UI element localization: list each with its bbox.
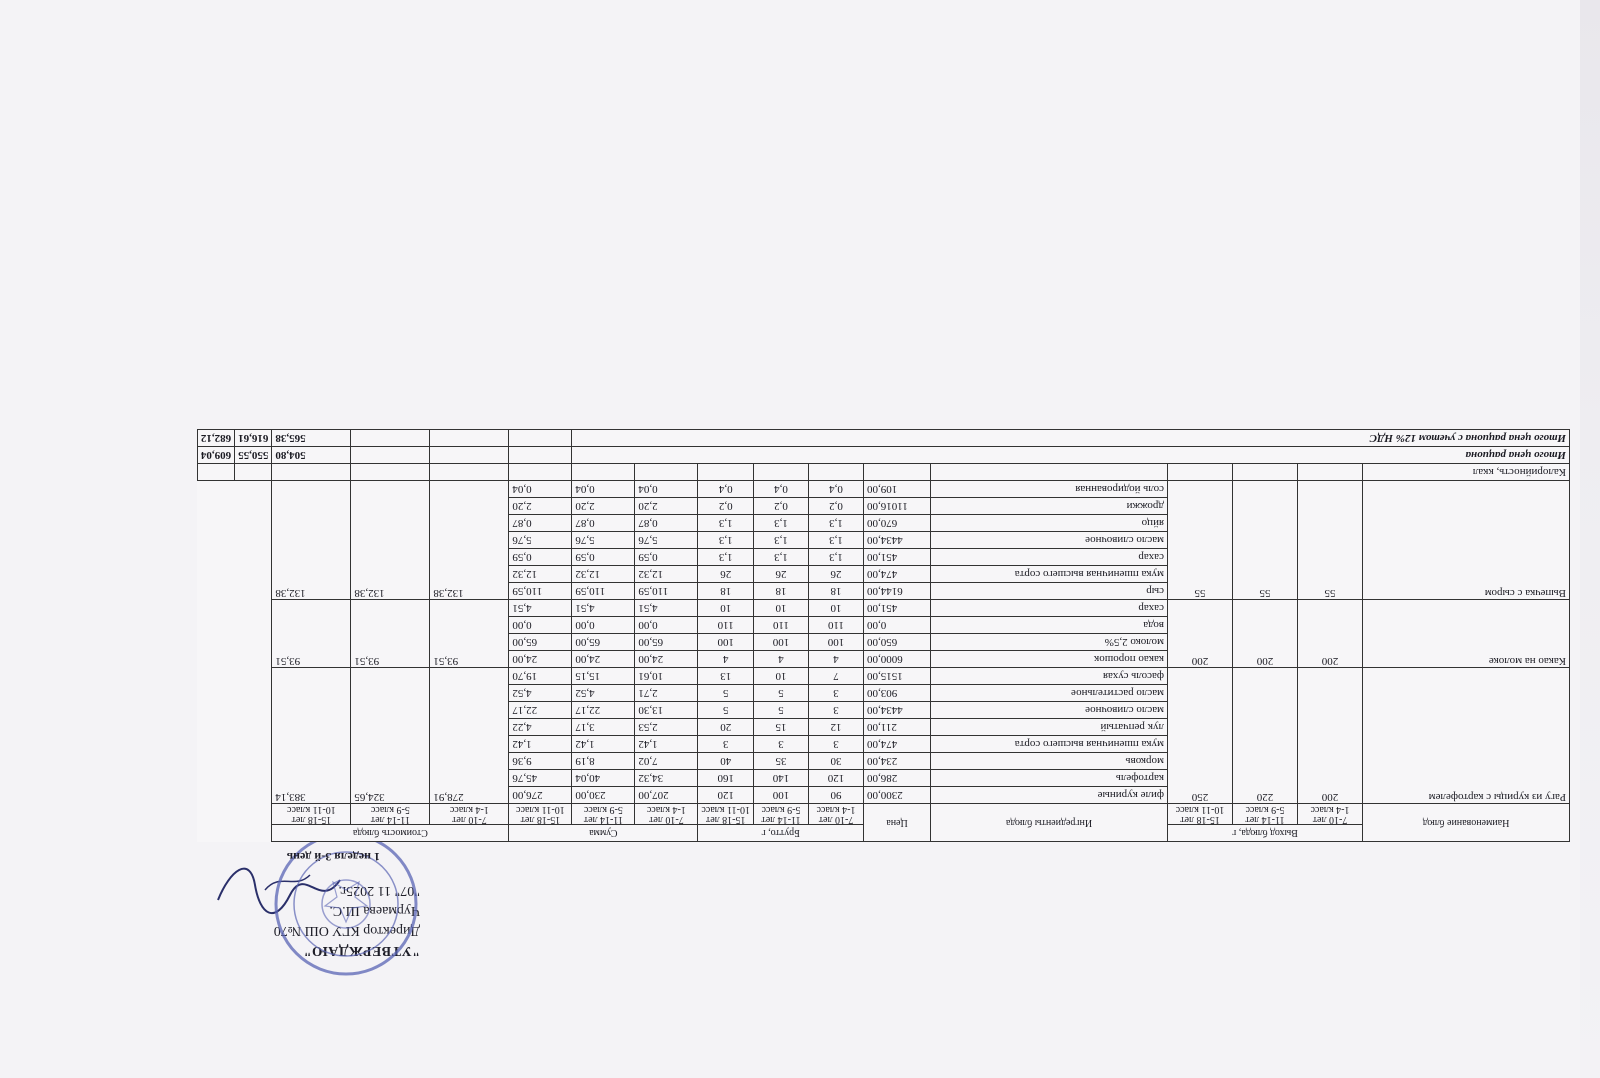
group-age: 7-10 лет [1312, 814, 1348, 825]
empty-cell [1233, 464, 1298, 481]
ingredient-name: фасоль сухая [931, 668, 1168, 685]
group-age: 7-10 лет [452, 814, 487, 825]
gross-weight: 110 [754, 617, 809, 634]
col-sum-header: Сумма [509, 825, 698, 842]
group-age: 11-14 лет [1245, 814, 1285, 825]
dish-output: 55 [1233, 481, 1298, 600]
group-class: 10-11 класс [287, 804, 336, 815]
gross-weight: 10 [754, 600, 809, 617]
gross-weight: 30 [809, 753, 864, 770]
week-day-label: 1 неделя 3-й день [286, 850, 380, 864]
gross-weight: 3 [698, 736, 754, 753]
col-cost-header: Стоимость блюда [272, 825, 509, 842]
gross-weight: 4 [754, 651, 809, 668]
total-label: Итого цена рациона [572, 447, 1570, 464]
ingredient-price: 474,00 [864, 736, 931, 753]
gross-weight: 20 [698, 719, 754, 736]
gross-weight: 15 [754, 719, 809, 736]
gross-group-header [809, 804, 864, 825]
empty-cell [509, 430, 572, 447]
empty-cell [635, 464, 698, 481]
dish-cost: 132,38 [351, 481, 430, 600]
sum-group-header [509, 804, 572, 825]
dish-output: 200 [1168, 600, 1233, 668]
ingredient-sum: 207,00 [635, 787, 698, 804]
group-class: 5-9 класс [370, 804, 410, 815]
ingredient-name: сахар [931, 600, 1168, 617]
gross-weight: 18 [698, 583, 754, 600]
ingredient-sum: 2,20 [635, 498, 698, 515]
empty-cell [809, 464, 864, 481]
gross-group-header [754, 804, 809, 825]
ingredient-sum: 2,53 [635, 719, 698, 736]
col-price-header: Цена [864, 804, 931, 842]
empty-cell [698, 464, 754, 481]
empty-cell [351, 430, 430, 447]
ingredient-sum: 0,87 [635, 515, 698, 532]
dish-output: 220 [1233, 668, 1298, 804]
dish-cost: 278,91 [430, 668, 509, 804]
empty-cell [235, 464, 272, 481]
ingredient-price: 670,00 [864, 515, 931, 532]
ingredient-sum: 110,59 [572, 583, 635, 600]
ingredient-sum: 0,59 [572, 549, 635, 566]
ingredient-price: 6144,00 [864, 583, 931, 600]
calories-label: Калорийность, ккал [1363, 464, 1570, 481]
ingredient-sum: 40,04 [572, 770, 635, 787]
ingredient-price: 451,00 [864, 600, 931, 617]
sum-group-header [635, 804, 698, 825]
ingredient-sum: 2,71 [635, 685, 698, 702]
ingredient-sum: 2,20 [509, 498, 572, 515]
total-row [197, 430, 1569, 447]
empty-cell [351, 447, 430, 464]
gross-weight: 3 [754, 736, 809, 753]
calories-row [197, 464, 1569, 481]
gross-weight: 0,2 [754, 498, 809, 515]
gross-weight: 160 [698, 770, 754, 787]
empty-cell [572, 464, 635, 481]
empty-cell [430, 464, 509, 481]
total-value: 616,61 [235, 430, 272, 447]
cost-group-header [351, 804, 430, 825]
output-group-header [1168, 804, 1233, 825]
dish-cost: 93,51 [430, 600, 509, 668]
ingredient-name: дрожжи [931, 498, 1168, 515]
ingredient-name: масло сливочное [931, 702, 1168, 719]
gross-weight: 1,3 [698, 515, 754, 532]
gross-weight: 10 [754, 668, 809, 685]
ingredient-sum: 0,87 [509, 515, 572, 532]
ingredient-sum: 12,32 [572, 566, 635, 583]
ingredient-name: лук репчатый [931, 719, 1168, 736]
total-value: 682,12 [197, 430, 234, 447]
ingredient-sum: 34,32 [635, 770, 698, 787]
ingredient-sum: 24,00 [635, 651, 698, 668]
ingredient-name: мука пшеничная высшего сорта [931, 736, 1168, 753]
ingredient-sum: 4,22 [509, 719, 572, 736]
gross-weight: 1,3 [809, 532, 864, 549]
empty-cell [430, 447, 509, 464]
dish-output: 200 [1298, 668, 1363, 804]
ingredient-price: 4434,00 [864, 532, 931, 549]
gross-weight: 120 [809, 770, 864, 787]
ingredient-name: масло сливочное [931, 532, 1168, 549]
ingredient-name: картофель [931, 770, 1168, 787]
empty-cell [754, 464, 809, 481]
group-class: 10-11 класс [1175, 804, 1225, 815]
ingredient-sum: 65,00 [635, 634, 698, 651]
sum-group-header [572, 804, 635, 825]
group-class: 5-9 класс [583, 804, 623, 815]
gross-weight: 1,3 [698, 549, 754, 566]
ingredient-price: 0,00 [864, 617, 931, 634]
empty-cell [430, 430, 509, 447]
ingredient-sum: 0,87 [572, 515, 635, 532]
ingredient-sum: 0,04 [635, 481, 698, 498]
gross-weight: 4 [809, 651, 864, 668]
ingredient-sum: 3,17 [572, 719, 635, 736]
ingredient-sum: 1,42 [572, 736, 635, 753]
gross-weight: 35 [754, 753, 809, 770]
ingredient-sum: 1,42 [509, 736, 572, 753]
ingredient-sum: 4,51 [635, 600, 698, 617]
dish-cost: 93,51 [272, 600, 351, 668]
dish-name: Рагу из курицы с картофелем [1363, 668, 1570, 804]
gross-weight: 1,3 [809, 515, 864, 532]
group-age: 11-14 лет [370, 814, 411, 825]
ingredient-name: мука пшеничная высшего сорта [931, 566, 1168, 583]
gross-weight: 0,4 [809, 481, 864, 498]
dish-output: 200 [1233, 600, 1298, 668]
gross-weight: 7 [809, 668, 864, 685]
approval-date: "07" 11 2025г. [338, 883, 420, 898]
gross-weight: 100 [754, 634, 809, 651]
dish-cost: 132,38 [430, 481, 509, 600]
dish-cost: 383,14 [272, 668, 351, 804]
total-label: Итого цена рациона с учетом 12% НДС [572, 430, 1570, 447]
total-value: 565,38 [272, 430, 351, 447]
ingredient-sum: 4,52 [509, 685, 572, 702]
ingredient-sum: 24,00 [509, 651, 572, 668]
ingredient-name: вода [931, 617, 1168, 634]
gross-weight: 100 [754, 787, 809, 804]
ingredient-sum: 13,30 [635, 702, 698, 719]
ingredient-price: 650,00 [864, 634, 931, 651]
ingredient-sum: 12,32 [635, 566, 698, 583]
empty-cell [1298, 464, 1363, 481]
dish-name: Какао на молоке [1363, 600, 1570, 668]
ingredient-price: 474,00 [864, 566, 931, 583]
ingredient-price: 1515,00 [864, 668, 931, 685]
ingredient-sum: 0,59 [635, 549, 698, 566]
gross-weight: 90 [809, 787, 864, 804]
ingredient-price: 451,00 [864, 549, 931, 566]
gross-weight: 110 [698, 617, 754, 634]
ingredient-sum: 7,02 [635, 753, 698, 770]
empty-cell [864, 464, 931, 481]
gross-weight: 100 [809, 634, 864, 651]
approval-role: Директор КГУ ОШ №70 [273, 923, 420, 938]
ingredient-name: сыр [931, 583, 1168, 600]
dish-output: 55 [1168, 481, 1233, 600]
ingredient-name: филе куриные [931, 787, 1168, 804]
ingredient-sum: 4,52 [572, 685, 635, 702]
total-value: 504,80 [272, 447, 351, 464]
cost-group-header [430, 804, 509, 825]
empty-cell [351, 464, 430, 481]
ingredient-name: сахар [931, 549, 1168, 566]
table-row [197, 583, 1569, 600]
table-row [197, 787, 1569, 804]
ingredient-price: 903,00 [864, 685, 931, 702]
gross-weight: 18 [809, 583, 864, 600]
group-class: 5-9 класс [761, 804, 801, 815]
group-age: 7-10 лет [818, 814, 854, 825]
gross-weight: 1,3 [698, 532, 754, 549]
gross-weight: 26 [809, 566, 864, 583]
ingredient-sum: 15,15 [572, 668, 635, 685]
gross-weight: 100 [698, 634, 754, 651]
empty-cell [931, 464, 1168, 481]
dish-cost: 93,51 [351, 600, 430, 668]
dish-cost: 324,65 [351, 668, 430, 804]
group-class: 10-11 класс [516, 804, 565, 815]
ingredient-name: масло растительное [931, 685, 1168, 702]
group-age: 15-18 лет [1180, 814, 1220, 825]
ingredient-sum: 1,42 [635, 736, 698, 753]
ingredient-name: какао порошок [931, 651, 1168, 668]
output-group-header [1233, 804, 1298, 825]
ingredient-sum: 10,61 [635, 668, 698, 685]
gross-weight: 3 [809, 736, 864, 753]
cost-group-header [272, 804, 351, 825]
col-dish-header: Наименование блюд [1363, 804, 1570, 842]
gross-weight: 10 [698, 600, 754, 617]
ingredient-sum: 22,17 [572, 702, 635, 719]
gross-weight: 0,2 [698, 498, 754, 515]
ingredient-sum: 5,76 [635, 532, 698, 549]
group-class: 10-11 класс [701, 804, 750, 815]
dish-name: Выпечка с сыром [1363, 481, 1570, 600]
dish-cost: 132,38 [272, 481, 351, 600]
ingredient-price: 4434,00 [864, 702, 931, 719]
group-class: 1-4 класс [816, 804, 856, 815]
ingredient-sum: 0,04 [509, 481, 572, 498]
gross-weight: 0,2 [809, 498, 864, 515]
ingredient-sum: 276,00 [509, 787, 572, 804]
dish-output: 55 [1298, 481, 1363, 600]
total-value: 550,55 [235, 447, 272, 464]
empty-cell [272, 464, 351, 481]
menu-table [197, 429, 1570, 842]
gross-weight: 120 [698, 787, 754, 804]
empty-cell [509, 447, 572, 464]
gross-weight: 12 [809, 719, 864, 736]
output-group-header [1298, 804, 1363, 825]
gross-weight: 3 [809, 702, 864, 719]
ingredient-price: 234,00 [864, 753, 931, 770]
ingredient-sum: 110,59 [509, 583, 572, 600]
group-age: 11-14 лет [583, 814, 624, 825]
group-age: 11-14 лет [761, 814, 801, 825]
ingredient-name: яйцо [931, 515, 1168, 532]
gross-weight: 5 [754, 702, 809, 719]
empty-cell [509, 464, 572, 481]
gross-weight: 13 [698, 668, 754, 685]
ingredient-sum: 0,59 [509, 549, 572, 566]
ingredient-name: морковь [931, 753, 1168, 770]
gross-weight: 26 [698, 566, 754, 583]
ingredient-price: 109,00 [864, 481, 931, 498]
gross-weight: 40 [698, 753, 754, 770]
gross-weight: 26 [754, 566, 809, 583]
ingredient-sum: 4,51 [509, 600, 572, 617]
group-age: 15-18 лет [520, 814, 561, 825]
table-row [197, 651, 1569, 668]
approval-name: Чурмаева Ш.С. [329, 903, 420, 918]
ingredient-sum: 0,00 [509, 617, 572, 634]
ingredient-name: молоко 2,5% [931, 634, 1168, 651]
ingredient-sum: 5,76 [509, 532, 572, 549]
ingredient-sum: 8,19 [572, 753, 635, 770]
ingredient-sum: 9,36 [509, 753, 572, 770]
gross-weight: 1,3 [754, 532, 809, 549]
gross-weight: 3 [809, 685, 864, 702]
ingredient-price: 286,00 [864, 770, 931, 787]
ingredient-sum: 12,32 [509, 566, 572, 583]
col-ingredients-header: Ингредиенты блюда [931, 804, 1168, 842]
gross-weight: 5 [698, 702, 754, 719]
ingredient-sum: 0,00 [572, 617, 635, 634]
col-output-header: Выход блюда, г [1168, 825, 1363, 842]
total-value: 609,04 [197, 447, 234, 464]
group-class: 5-9 класс [1245, 804, 1285, 815]
col-gross-header: Брутто, г [698, 825, 864, 842]
ingredient-sum: 2,20 [572, 498, 635, 515]
gross-weight: 110 [809, 617, 864, 634]
empty-cell [197, 464, 234, 481]
dish-output: 200 [1298, 600, 1363, 668]
ingredient-sum: 19,70 [509, 668, 572, 685]
ingredient-sum: 0,00 [635, 617, 698, 634]
gross-weight: 5 [698, 685, 754, 702]
group-class: 1-4 класс [1310, 804, 1350, 815]
ingredient-price: 2300,00 [864, 787, 931, 804]
total-row [197, 447, 1569, 464]
ingredient-sum: 110,59 [635, 583, 698, 600]
gross-weight: 18 [754, 583, 809, 600]
gross-weight: 1,3 [754, 515, 809, 532]
gross-weight: 10 [809, 600, 864, 617]
ingredient-price: 6000,00 [864, 651, 931, 668]
gross-weight: 1,3 [754, 549, 809, 566]
empty-cell [1168, 464, 1233, 481]
ingredient-sum: 45,76 [509, 770, 572, 787]
gross-weight: 140 [754, 770, 809, 787]
group-class: 1-4 класс [449, 804, 489, 815]
approval-title: "УТВЕРЖДАЮ" [303, 943, 420, 958]
gross-weight: 5 [754, 685, 809, 702]
ingredient-sum: 5,76 [572, 532, 635, 549]
group-age: 7-10 лет [649, 814, 684, 825]
ingredient-sum: 4,51 [572, 600, 635, 617]
ingredient-sum: 0,04 [572, 481, 635, 498]
group-age: 15-18 лет [705, 814, 746, 825]
ingredient-sum: 24,00 [572, 651, 635, 668]
ingredient-price: 11016,00 [864, 498, 931, 515]
ingredient-sum: 65,00 [509, 634, 572, 651]
ingredient-price: 211,00 [864, 719, 931, 736]
gross-weight: 4 [698, 651, 754, 668]
gross-weight: 1,3 [809, 549, 864, 566]
gross-group-header [698, 804, 754, 825]
dish-output: 250 [1168, 668, 1233, 804]
gross-weight: 0,4 [698, 481, 754, 498]
ingredient-sum: 65,00 [572, 634, 635, 651]
group-class: 1-4 класс [646, 804, 686, 815]
ingredient-name: соль йодированная [931, 481, 1168, 498]
group-age: 15-18 лет [291, 814, 332, 825]
ingredient-sum: 230,00 [572, 787, 635, 804]
ingredient-sum: 22,17 [509, 702, 572, 719]
gross-weight: 0,4 [754, 481, 809, 498]
